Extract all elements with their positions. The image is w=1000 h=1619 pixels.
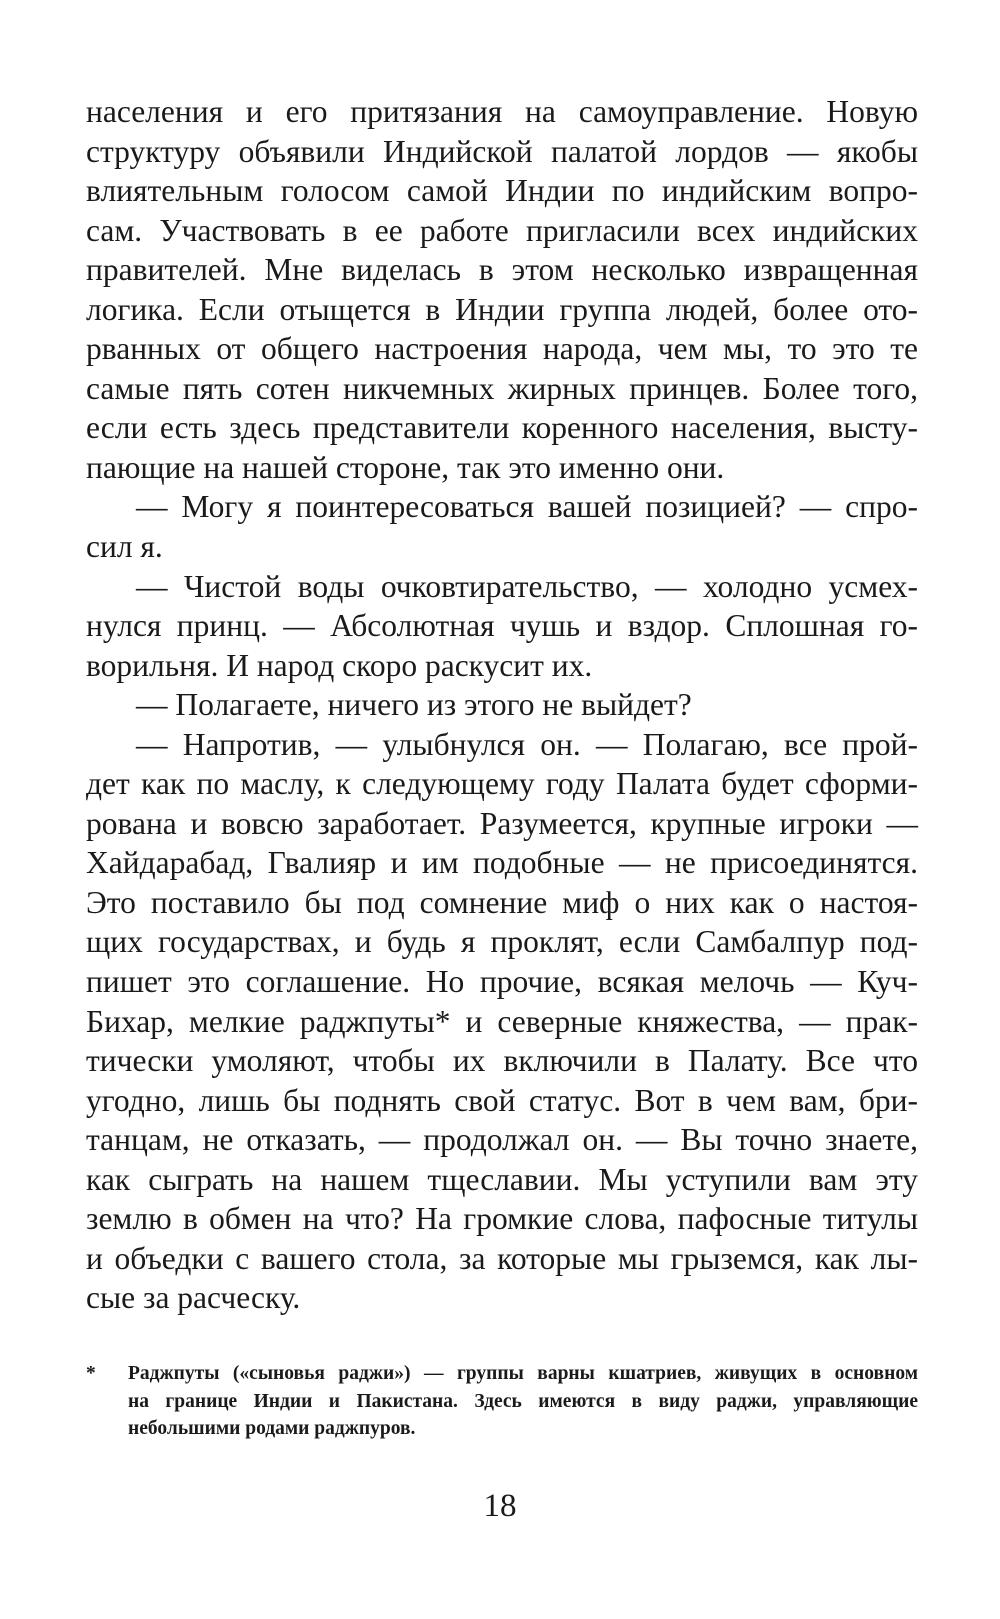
text-line: — Чистой воды очковтирательство, — холодно усмех- [136, 568, 918, 604]
text-line: — Полагаете, ничего из этого не выйдет? [136, 687, 692, 723]
text-line: ворильня. И народ скоро раскусит их. [86, 647, 593, 683]
text-line: и объедки с вашего стола, за которые мы грыземся, как лы- [86, 1240, 918, 1276]
footnote [86, 1360, 918, 1443]
footnote-line: Раджпуты («сыновья раджи») — группы варны кшатриев, живущих в основном [128, 1363, 918, 1384]
text-line: пающие на нашей стороне, так это именно они. [86, 449, 725, 485]
text-line: правителей. Мне виделась в этом несколько извращенная [86, 252, 918, 288]
text-line: танцам, не отказать, — продолжал он. — Вы точно знаете, [86, 1122, 918, 1158]
text-line: сил я. [86, 529, 163, 565]
text-line: логика. Если отыщется в Индии группа людей, более ото- [86, 291, 918, 327]
text-line: угодно, лишь бы поднять свой статус. Вот в чем вам, бри- [86, 1082, 918, 1118]
text-line: сые за расческу. [86, 1280, 301, 1316]
text-line: структуру объявили Индийской палатой лордов — якобы [86, 133, 918, 169]
text-line: рванных от общего настроения народа, чем мы, то это те [86, 331, 918, 367]
footnote-line: на границе Индии и Пакистана. Здесь имеются в виду раджи, управляющие [128, 1390, 918, 1412]
text-line: пишет это соглашение. Но прочие, всякая мелочь — Куч- [86, 964, 918, 1000]
text-line: как сыграть на нашем тщеславии. Мы уступили вам эту [86, 1161, 918, 1197]
text-line: Бихар, мелкие раджпуты* и северные княжества, — прак- [86, 1003, 918, 1039]
page-number: 18 [483, 1488, 517, 1524]
text-line: дет как по маслу, к следующему году Палата будет сформи- [86, 766, 918, 802]
footnote-mark: * [86, 1363, 96, 1384]
text-line: Хайдарабад, Гвалияр и им подобные — не присоединятся. [86, 845, 918, 881]
footnote-line: небольшими родами раджпуров. [128, 1418, 416, 1439]
text-line: населения и его притязания на самоуправление. Новую [86, 94, 918, 129]
text-line: землю в обмен на что? На громкие слова, пафосные титулы [86, 1201, 918, 1237]
text-line: рована и вовсю заработает. Разумеется, крупные игроки — [86, 805, 918, 841]
text-line: нулся принц. — Абсолютная чушь и вздор. Сплошная го- [86, 608, 918, 644]
text-line: тически умоляют, чтобы их включили в Палату. Все что [86, 1043, 918, 1079]
text-line: если есть здесь представители коренного населения, высту- [86, 410, 918, 446]
main-text [86, 92, 918, 1318]
text-line: самые пять сотен никчемных жирных принцев. Более того, [86, 370, 918, 406]
text-line: сам. Участвовать в ее работе пригласили всех индийских [86, 212, 918, 248]
text-line: влиятельным голосом самой Индии по индийским вопро- [86, 173, 918, 209]
text-line: щих государствах, и будь я проклят, если Самбалпур под- [86, 924, 918, 960]
text-line: Это поставило бы под сомнение миф о них как о настоя- [86, 884, 918, 920]
text-line: — Напротив, — улыбнулся он. — Полагаю, все прой- [136, 726, 918, 762]
text-line: — Могу я поинтересоваться вашей позицией? — спро- [136, 489, 918, 525]
